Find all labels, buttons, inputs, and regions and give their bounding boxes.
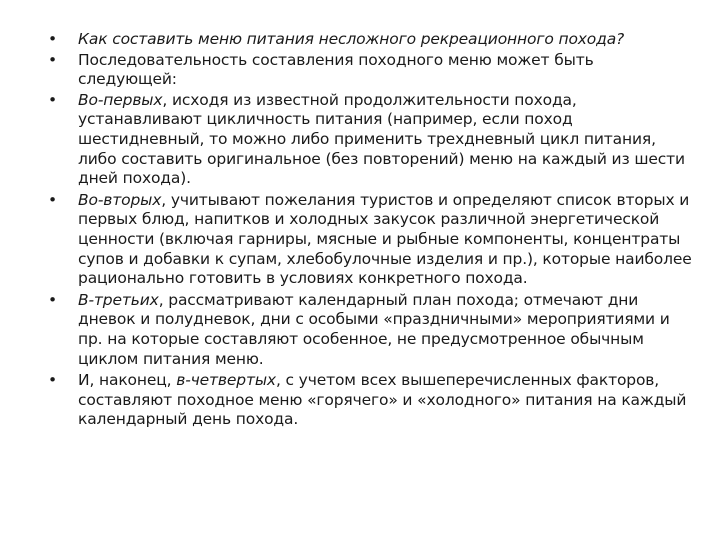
bullet-item-sequence	[48, 51, 696, 90]
bullet-item-question	[48, 30, 696, 50]
third-lead: В-третьих	[78, 290, 159, 309]
bullet-item-first	[48, 91, 696, 189]
fourth-text: , с учетом всех вышеперечисленных факторов, составляют походное меню «горячего» и «холодного» питания на каждый календарный день похода.	[78, 371, 687, 429]
bullet-icon: •	[48, 371, 57, 390]
bullet-icon: •	[48, 290, 57, 309]
sequence-text: Последовательность составления походного меню может быть следующей:	[78, 50, 594, 89]
first-text: , исходя из известной продолжительности похода, устанавливают цикличность питания (например, если поход шестидневный, то можно либо применить трехдневный цикл питания, либо составить оригинальное (без повторений) меню на каждый из шести дней похода).	[78, 90, 685, 188]
bullet-list	[48, 30, 696, 430]
bullet-item-second	[48, 191, 696, 289]
fourth-lead: в-четвертых	[176, 371, 276, 390]
first-lead: Во-первых	[78, 90, 163, 109]
bullet-icon: •	[48, 90, 57, 109]
bullet-item-fourth	[48, 371, 696, 430]
third-text: , рассматривают календарный план похода; отмечают дни дневок и полудневок, дни с особыми «праздничными» мероприятиями и пр. на которые составляют особенное, не предусмотренное обычным циклом питания меню.	[78, 290, 670, 368]
second-text: , учитывают пожелания туристов и определяют список вторых и первых блюд, напитков и холодных закусок различной энергетической ценности (включая гарниры, мясные и рыбные компоненты, концентраты супов и добавки к супам, хлебобулочные изделия и пр.), которые наиболее рационально готовить в условиях конкретного похода.	[78, 190, 692, 288]
bullet-item-third	[48, 291, 696, 369]
second-lead: Во-вторых	[78, 190, 162, 209]
bullet-icon: •	[48, 50, 57, 69]
fourth-prefix: И, наконец,	[78, 371, 177, 390]
bullet-icon: •	[48, 190, 57, 209]
question-heading: Как составить меню питания несложного рекреационного похода?	[78, 30, 625, 48]
bullet-icon: •	[48, 30, 57, 48]
